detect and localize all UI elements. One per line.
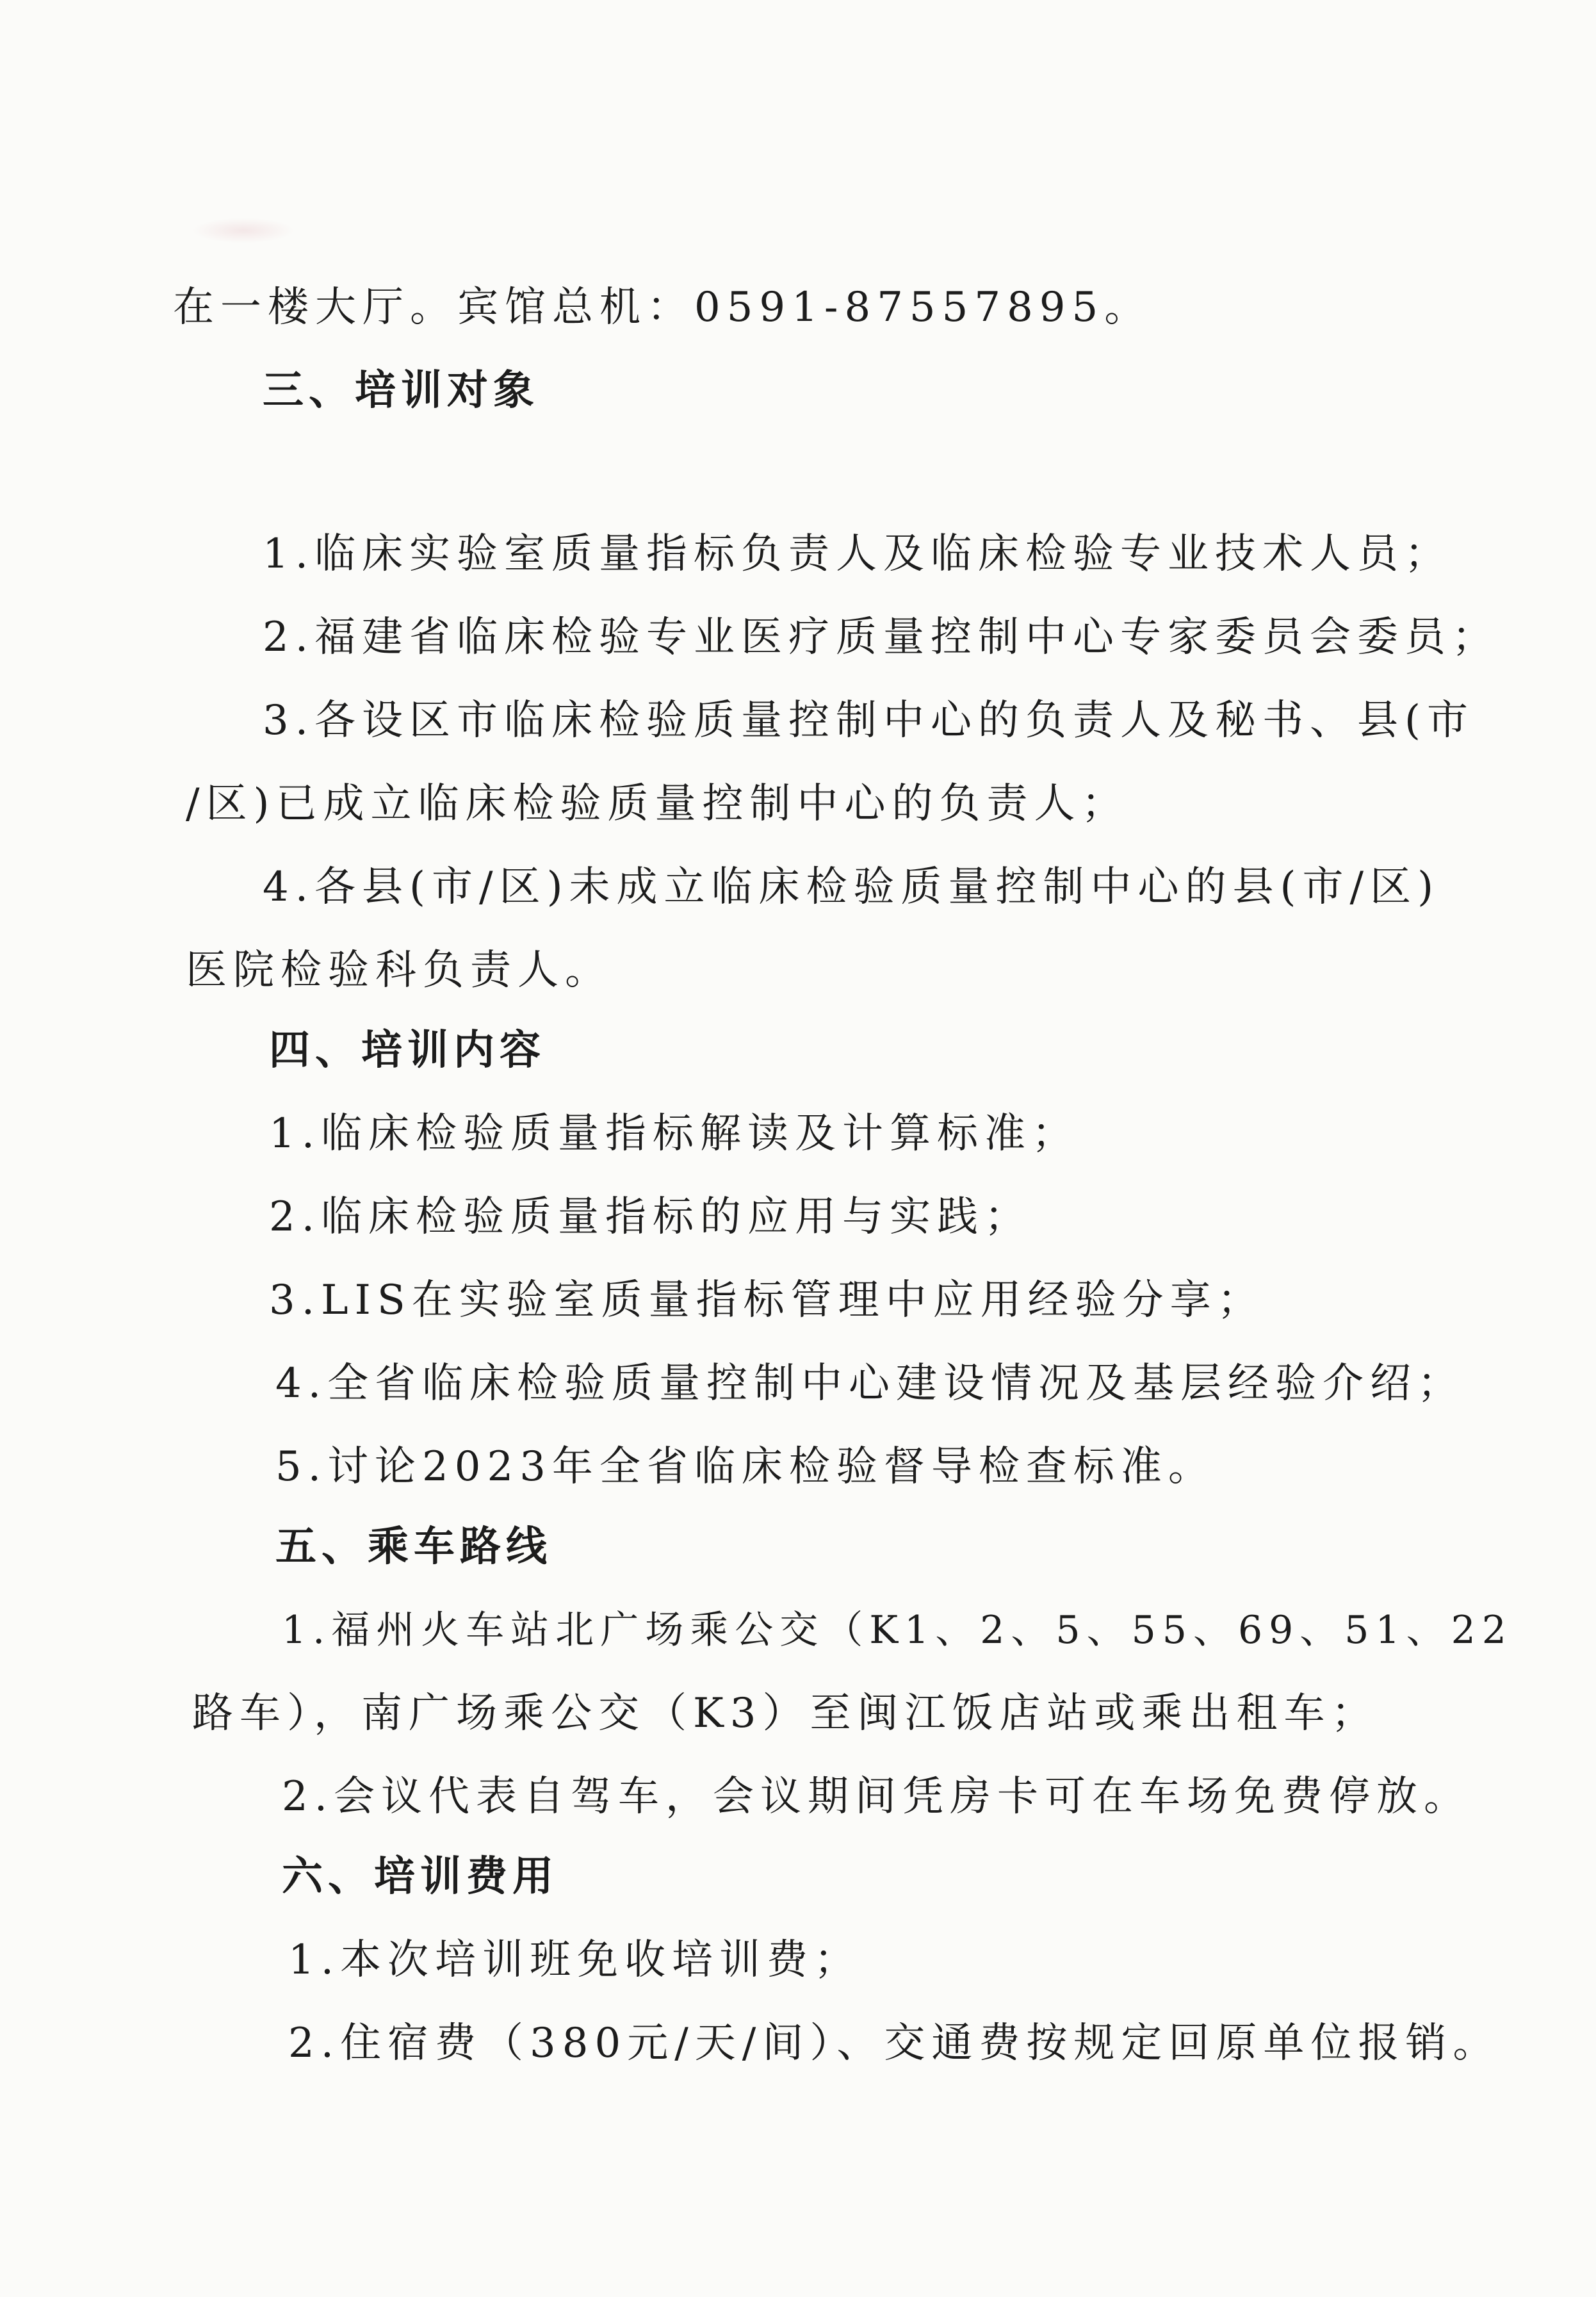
list-item-continuation: 路车），南广场乘公交（K3）至闽江饭店站或乘出租车； [192, 1690, 1379, 1737]
list-item: 4.各县(市/区)未成立临床检验质量控制中心的县(市/区) [263, 863, 1440, 911]
list-item: 4.全省临床检验质量控制中心建设情况及基层经验介绍； [275, 1360, 1465, 1407]
list-item: 3.LIS在实验室质量指标管理中应用经验分享； [269, 1277, 1265, 1324]
list-item: 1.临床检验质量指标解读及计算标准； [269, 1110, 1080, 1157]
list-item: 3.各设区市临床检验质量控制中心的负责人及秘书、县(市 [263, 697, 1475, 744]
text-line-phone: 在一楼大厅。宾馆总机：0591-87557895。 [173, 284, 1152, 331]
list-item: 2.临床检验质量指标的应用与实践； [269, 1193, 1032, 1241]
list-item: 2.福建省临床检验专业医疗质量控制中心专家委员会委员； [263, 614, 1500, 661]
list-item-continuation: 医院检验科负责人。 [186, 947, 612, 994]
list-item: 2.会议代表自驾车，会议期间凭房卡可在车场免费停放。 [282, 1773, 1472, 1820]
paper-blemish [192, 218, 295, 243]
list-item: 1.本次培训班免收培训费； [288, 1936, 862, 1984]
list-item: 5.讨论2023年全省临床检验督导检查标准。 [275, 1443, 1216, 1491]
list-item: 2.住宿费（380元/天/间）、交通费按规定回原单位报销。 [288, 2020, 1501, 2067]
section-heading-trainees: 三、培训对象 [263, 367, 539, 414]
section-heading-content: 四、培训内容 [269, 1027, 546, 1074]
list-item: 1.临床实验室质量指标负责人及临床检验专业技术人员； [263, 530, 1453, 578]
section-heading-fees: 六、培训费用 [282, 1853, 558, 1901]
list-item: 1.福州火车站北广场乘公交（K1、2、5、55、69、51、22 [282, 1608, 1513, 1653]
section-heading-route: 五、乘车路线 [275, 1523, 552, 1571]
list-item-continuation: /区)已成立临床检验质量控制中心的负责人； [186, 780, 1129, 828]
